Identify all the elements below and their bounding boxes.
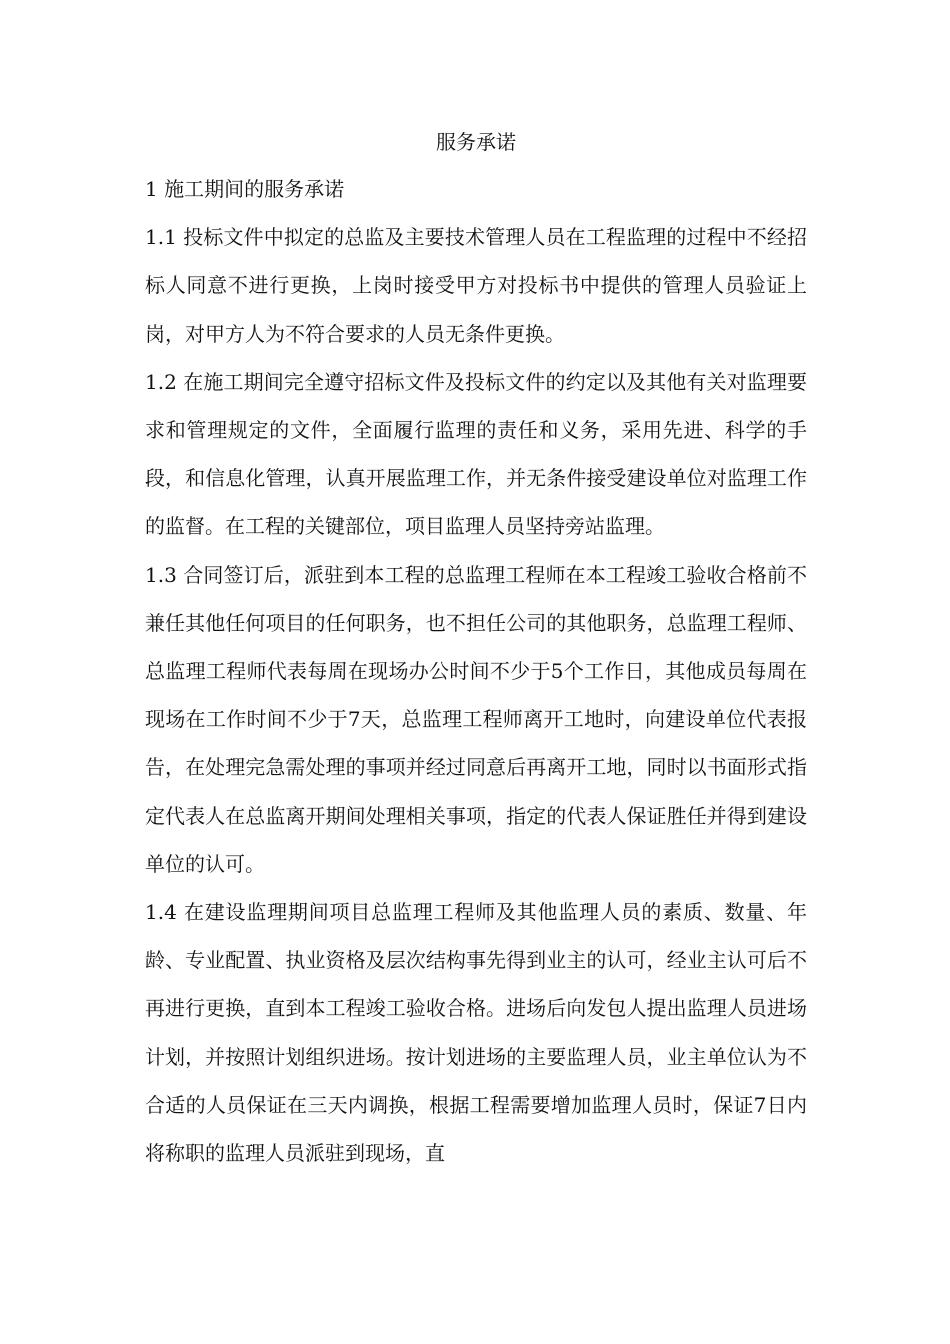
paragraph-1-3: 1.3 合同签订后，派驻到本工程的总监理工程师在本工程竣工验收合格前不兼任其他任何项目的任何职务，也不担任公司的其他职务，总监理工程师、总监理工程师代表每周在现场办公时间不少于5个工作日，其他成员每周在现场在工作时间不少于7天，总监理工程师离开工地时，向建设单位代表报告，在处理完急需处理的事项并经过同意后再离开工地，同时以书面形式指定代表人在总监离开期间处理相关事项，指定的代表人保证胜任并得到建设单位的认可。 (145, 562, 807, 876)
paragraph-1-4: 1.4 在建设监理期间项目总监理工程师及其他监理人员的素质、数量、年龄、专业配置、执业资格及层次结构事先得到业主的认可，经业主认可后不再进行更换，直到本工程竣工验收合格。进场后向发包人提出监理人员进场计划，并按照计划组织进场。按计划进场的主要监理人员，业主单位认为不合适的人员保证在三天内调换，根据工程需要增加监理人员时，保证7日内将称职的监理人员派驻到现场，直 (145, 900, 807, 1166)
section-heading-1: 1 施工期间的服务承诺 (145, 177, 345, 201)
paragraph-1-2: 1.2 在施工期间完全遵守招标文件及投标文件的约定以及其他有关对监理要求和管理规定的文件，全面履行监理的责任和义务，采用先进、科学的手段，和信息化管理，认真开展监理工作，并无条件接受建设单位对监理工作的监督。在工程的关键部位，项目监理人员坚持旁站监理。 (145, 369, 807, 539)
document-title: 服务承诺 (436, 130, 516, 154)
document-body (145, 119, 807, 1177)
paragraph-1-1: 1.1 投标文件中拟定的总监及主要技术管理人员在工程监理的过程中不经招标人同意不进行更换，上岗时接受甲方对投标书中提供的管理人员验证上岗，对甲方人为不符合要求的人员无条件更换。 (145, 225, 807, 346)
